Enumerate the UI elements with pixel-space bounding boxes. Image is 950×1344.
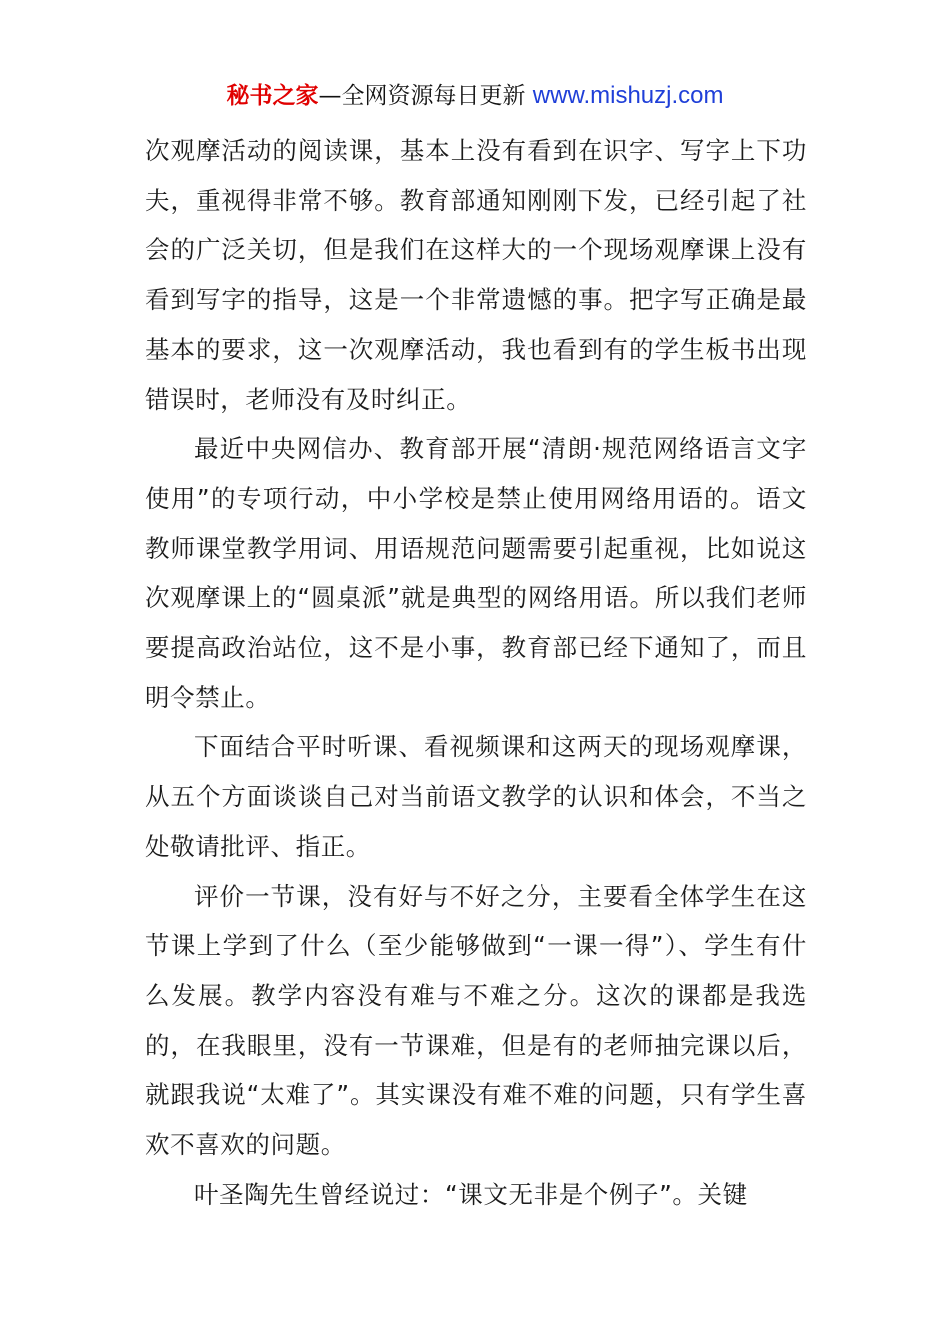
- paragraph-5: 叶圣陶先生曾经说过：“课文无非是个例子”。关键: [194, 1179, 748, 1209]
- header-tagline: —全网资源每日更新: [318, 83, 533, 109]
- document-body: [145, 126, 807, 1219]
- paragraph-3: 下面结合平时听课、看视频课和这两天的现场观摩课，从五个方面谈谈自己对当前语文教学的认识和体会，不当之处敬请批评、指正。: [145, 732, 807, 861]
- paragraph-4: 评价一节课，没有好与不好之分，主要看全体学生在这节课上学到了什么（至少能够做到“一课一得”）、学生有什么发展。教学内容没有难与不难之分。这次的课都是我选的，在我眼里，没有一节课难，但是有的老师抽完课以后，就跟我说“太难了”。其实课没有难不难的问题，只有学生喜欢不喜欢的问题。: [145, 881, 807, 1160]
- site-url-link[interactable]: www.mishuzj.com: [532, 82, 724, 109]
- paragraph-1: 次观摩活动的阅读课，基本上没有看到在识字、写字上下功夫，重视得非常不够。教育部通知刚刚下发，已经引起了社会的广泛关切，但是我们在这样大的一个现场观摩课上没有看到写字的指导，这是一个非常遗憾的事。把字写正确是最基本的要求，这一次观摩活动，我也看到有的学生板书出现错误时，老师没有及时纠正。: [145, 136, 807, 414]
- paragraph-2: 最近中央网信办、教育部开展“清朗·规范网络语言文字使用”的专项行动，中小学校是禁止使用网络用语的。语文教师课堂教学用词、用语规范问题需要引起重视，比如说这次观摩课上的“圆桌派”就是典型的网络用语。所以我们老师要提高政治站位，这不是小事，教育部已经下通知了，而且明令禁止。: [145, 434, 807, 712]
- page-header: [0, 80, 950, 112]
- brand-name: 秘书之家: [226, 83, 319, 109]
